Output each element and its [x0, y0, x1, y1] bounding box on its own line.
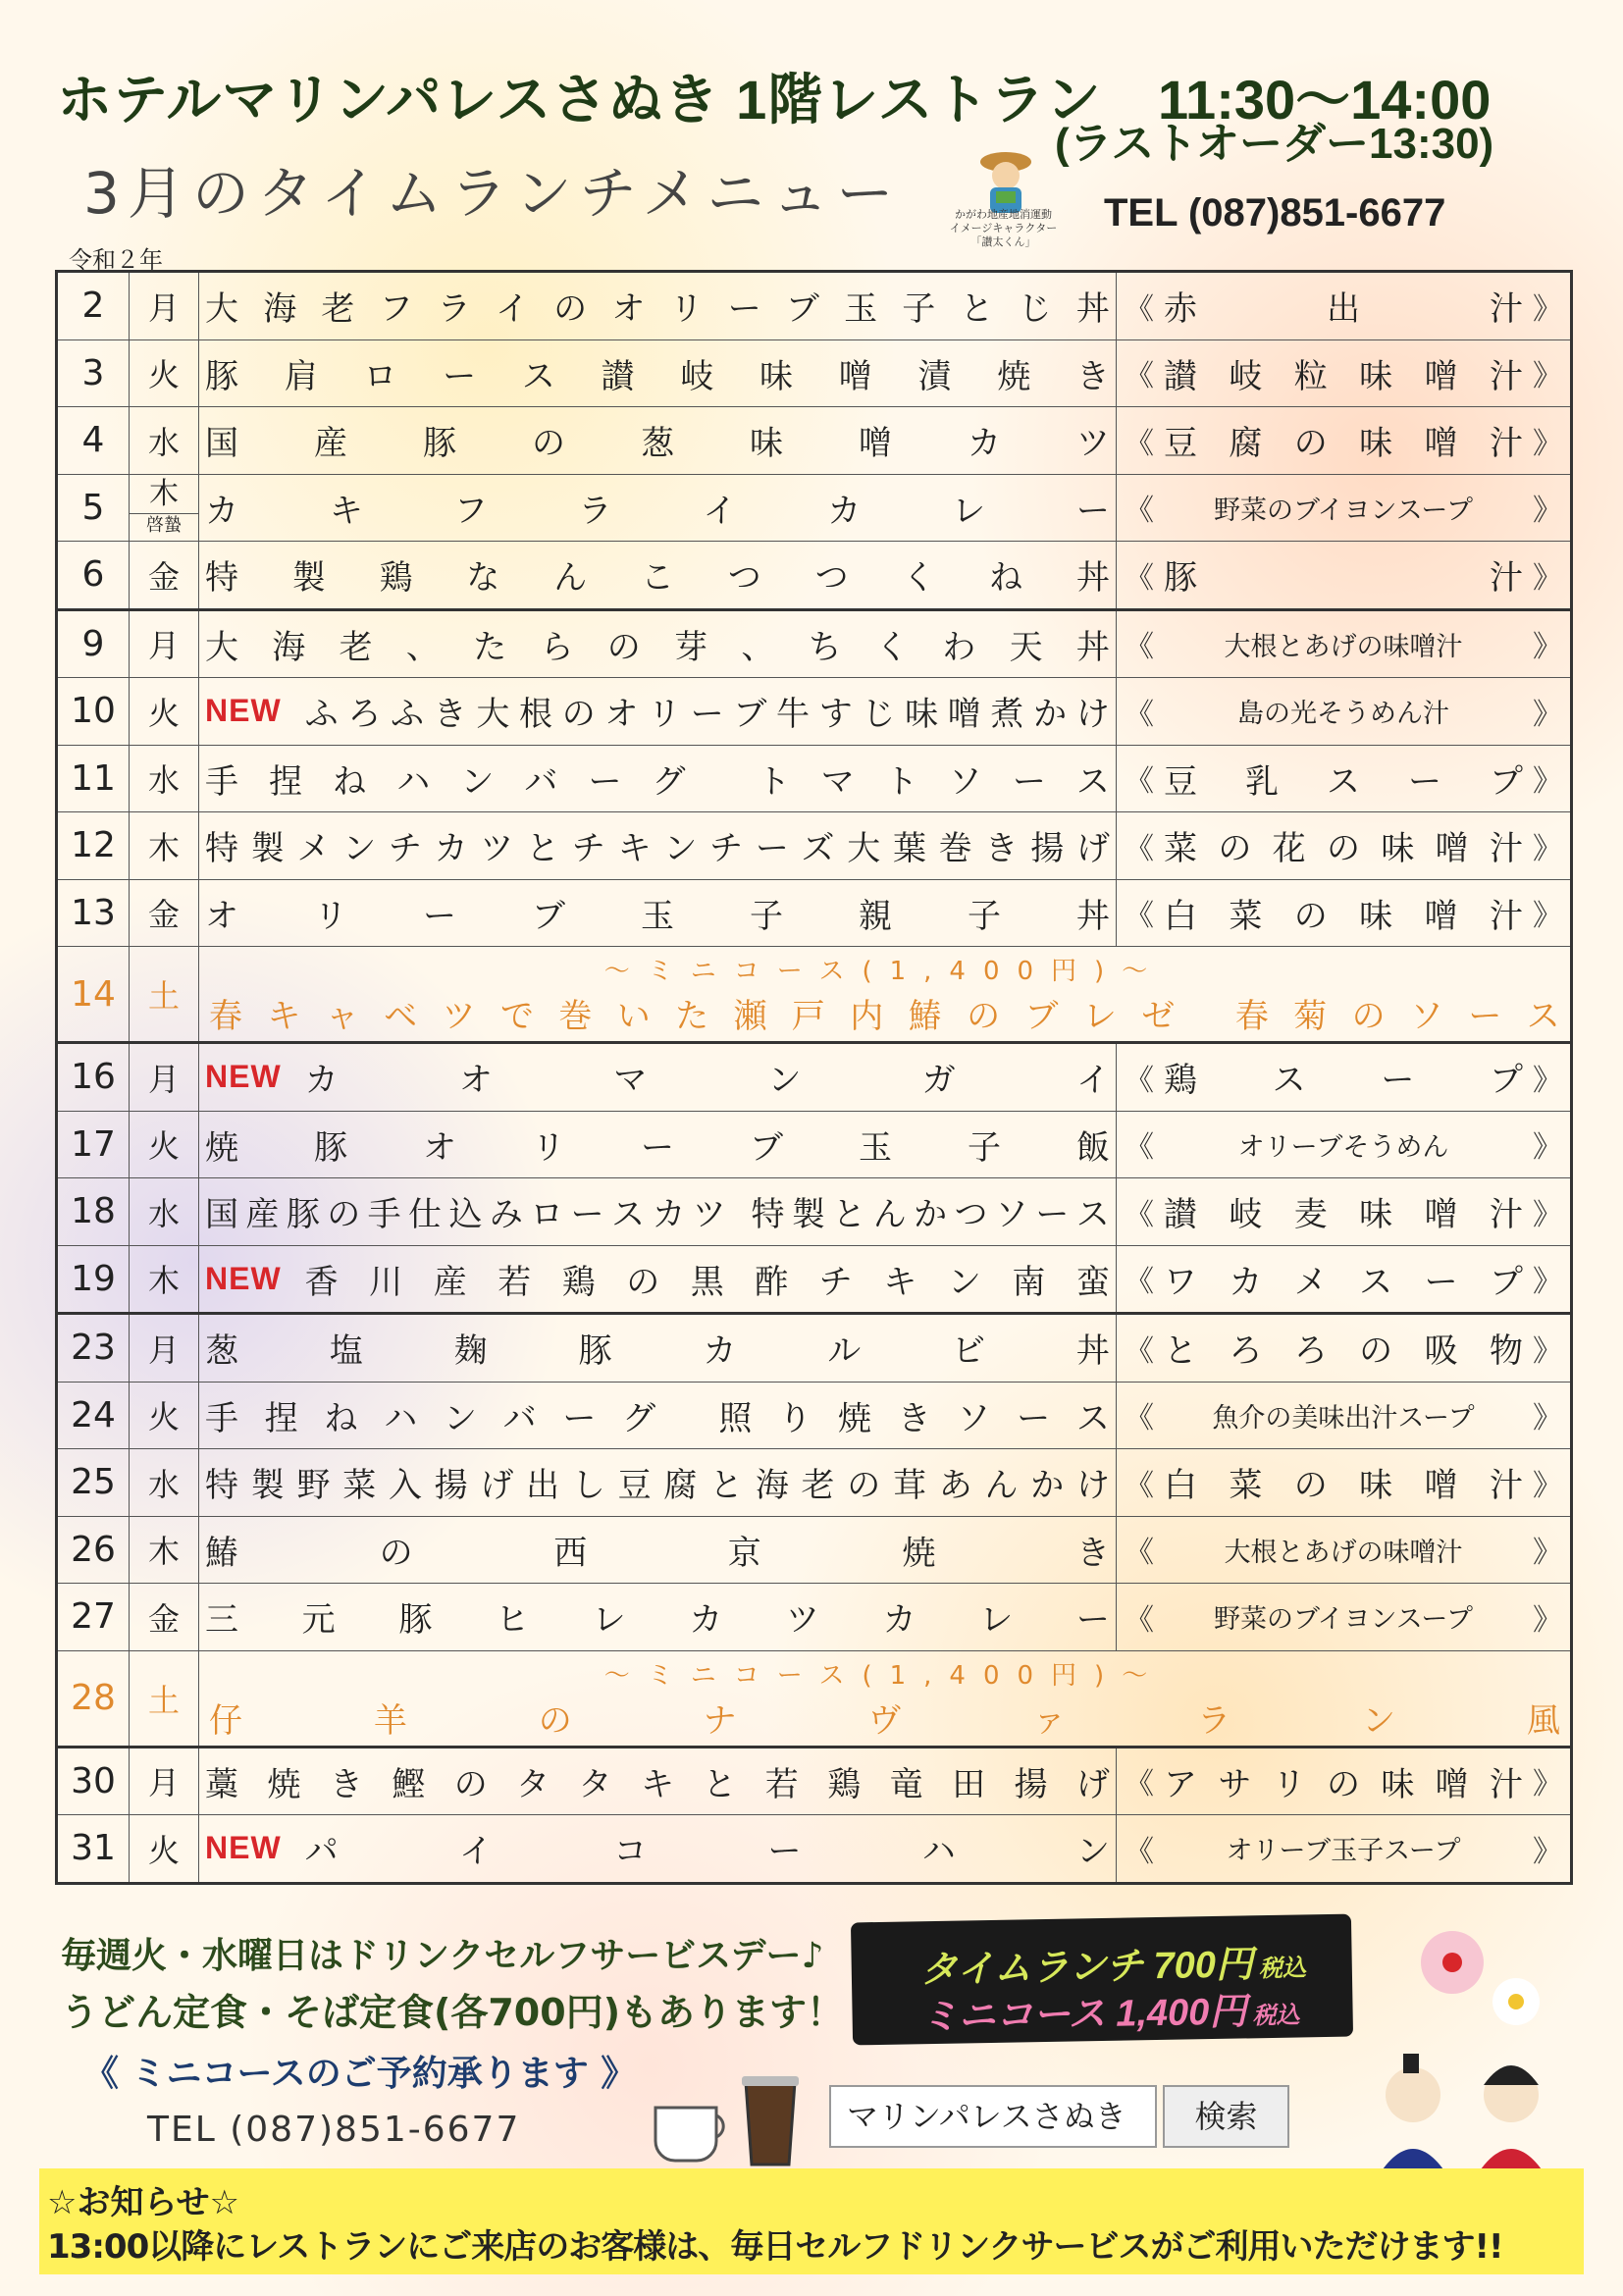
soup-cell	[1117, 1111, 1572, 1178]
bracket-open: 《	[1125, 899, 1154, 934]
solar-term-label: 啓蟄	[146, 515, 182, 537]
new-badge: NEW	[205, 1830, 282, 1866]
mascot-caption-line: 「讃太くん」	[970, 235, 1036, 248]
bracket-close: 》	[1533, 359, 1562, 394]
mini-course-label: 〜ミニコース(1,400円)〜	[603, 957, 1166, 986]
search-input[interactable]: マリンパレスさぬき	[829, 2085, 1157, 2148]
flower-decoration	[1403, 1918, 1550, 2036]
menu-row	[57, 1584, 1572, 1651]
menu-row	[57, 1516, 1572, 1584]
dish-name: ふ ろ ふ き 大 根 の オ リ ー ブ 牛 す じ 味 噌 煮 か け	[304, 695, 1110, 735]
menu-row	[57, 407, 1572, 475]
mini-course-dish: 仔 羊 の ナ ヴ ァ ラ ン 風	[209, 1700, 1560, 1741]
soup-cell	[1117, 1245, 1572, 1314]
weekday: 火	[130, 1815, 199, 1884]
bracket-close: 》	[1533, 697, 1562, 732]
menu-row	[57, 1449, 1572, 1517]
dish-name: 特 製 野 菜 入 揚 げ 出 し 豆 腐 と 海 老 の 茸 あ ん か け	[205, 1466, 1110, 1506]
mascot-caption-line: イメージキャラクター	[949, 222, 1058, 235]
dish-cell	[199, 407, 1117, 475]
hina-dolls-illustration	[1344, 2046, 1580, 2183]
dish-cell	[199, 1815, 1117, 1884]
time-lunch-price-text: タイムランチ 700円	[919, 1944, 1254, 1992]
weekday: 火	[130, 1382, 199, 1449]
menu-row	[57, 474, 1572, 542]
soup-cell	[1117, 678, 1572, 746]
soup-cell	[1117, 879, 1572, 947]
bracket-open: 《	[1125, 1536, 1154, 1571]
mini-course-reservation-note: 《 ミニコースのご予約承ります 》	[83, 2054, 637, 2094]
dish-cell	[199, 745, 1117, 812]
menu-row	[57, 609, 1572, 678]
bracket-open: 《	[1125, 831, 1154, 866]
mini-course-price-text: ミニコース 1,400円	[920, 1991, 1247, 2039]
dish-cell	[199, 1111, 1117, 1178]
day-number: 14	[57, 947, 130, 1043]
course-menu-row	[57, 947, 1572, 1043]
bracket-open: 《	[1125, 494, 1154, 529]
price-chalkboard	[851, 1914, 1353, 2046]
soup-name: 赤 出 汁	[1164, 289, 1523, 330]
weekday: 火	[130, 678, 199, 746]
soup-cell	[1117, 1584, 1572, 1651]
soup-cell	[1117, 339, 1572, 407]
mini-course-price	[920, 1979, 1300, 2040]
dish-cell	[199, 879, 1117, 947]
dish-cell	[199, 542, 1117, 610]
menu-row	[57, 1747, 1572, 1815]
weekday: 土	[130, 947, 199, 1043]
day-number: 16	[57, 1043, 130, 1112]
mini-course-cell	[199, 947, 1572, 1043]
weekday: 月	[130, 1314, 199, 1383]
day-number: 2	[57, 272, 130, 340]
bracket-open: 《	[1125, 630, 1154, 665]
bracket-close: 》	[1533, 1767, 1562, 1802]
dish-name: 豚 肩 ロ ー ス 讃 岐 味 噌 漬 焼 き	[205, 356, 1110, 396]
mascot-caption	[937, 208, 1070, 249]
bracket-close: 》	[1533, 1265, 1562, 1300]
dish-cell	[199, 1449, 1117, 1517]
bracket-open: 《	[1125, 560, 1154, 596]
bracket-open: 《	[1125, 1333, 1154, 1369]
day-number: 19	[57, 1245, 130, 1314]
dish-name: 大 海 老 フ ラ イ の オ リ ー ブ 玉 子 と じ 丼	[205, 289, 1110, 330]
soup-cell	[1117, 1449, 1572, 1517]
bracket-close: 》	[1533, 630, 1562, 665]
weekday: 月	[130, 272, 199, 340]
dish-name: 手 捏 ね ハ ン バ ー グ 照 り 焼 き ソ ー ス	[205, 1398, 1110, 1438]
dish-name: 手 捏 ね ハ ン バ ー グ ト マ ト ソ ー ス	[205, 761, 1110, 802]
day-number: 27	[57, 1584, 130, 1651]
bracket-close: 》	[1533, 1401, 1562, 1436]
menu-row	[57, 678, 1572, 746]
soup-name: 野菜のブイヨンスープ	[1213, 1604, 1474, 1636]
weekday: 月	[130, 1747, 199, 1815]
bracket-open: 《	[1125, 1265, 1154, 1300]
weekday: 火	[130, 1111, 199, 1178]
soup-name: 豆 腐 の 味 噌 汁	[1164, 424, 1523, 464]
tax-included-label: 税込	[1258, 1955, 1307, 1983]
bracket-close: 》	[1533, 1834, 1562, 1869]
bracket-close: 》	[1533, 1602, 1562, 1638]
menu-title: 3月のタイムランチメニュー	[83, 160, 902, 227]
drink-service-day-note: 毎週火・水曜日はドリンクセルフサービスデー♪	[61, 1936, 824, 1976]
mascot-caption-line: かがわ地産地消運動	[955, 208, 1052, 221]
bracket-open: 《	[1125, 1063, 1154, 1098]
bracket-open: 《	[1125, 1401, 1154, 1436]
weekday: 木	[130, 1516, 199, 1584]
weekday: 火	[130, 339, 199, 407]
new-badge: NEW	[205, 1260, 282, 1296]
udon-soba-note: うどん定食・そば定食(各700円)もあります！	[61, 1991, 845, 2034]
day-number: 13	[57, 879, 130, 947]
dish-cell	[199, 678, 1117, 746]
soup-name: 菜 の 花 の 味 噌 汁	[1164, 829, 1523, 869]
dish-cell	[199, 1314, 1117, 1383]
weekday: 水	[130, 1449, 199, 1517]
dish-name: 大 海 老 、 た ら の 芽 、 ち く わ 天 丼	[205, 627, 1110, 667]
soup-name: 讃 岐 粒 味 噌 汁	[1164, 356, 1523, 396]
dish-name: パ イ コ ー ハ ン	[304, 1832, 1110, 1872]
soup-cell	[1117, 542, 1572, 610]
day-number: 26	[57, 1516, 130, 1584]
bracket-close: 》	[1533, 291, 1562, 327]
soup-name: 野菜のブイヨンスープ	[1213, 495, 1474, 526]
day-number: 11	[57, 745, 130, 812]
dish-cell	[199, 339, 1117, 407]
bracket-open: 《	[1125, 359, 1154, 394]
dish-name: 三 元 豚 ヒ レ カ ツ カ レ ー	[205, 1600, 1110, 1641]
last-order-time: (ラストオーダー13:30)	[1055, 120, 1494, 168]
soup-name: オリーブ玉子スープ	[1226, 1836, 1461, 1867]
bracket-open: 《	[1125, 1834, 1154, 1869]
soup-name: 白 菜 の 味 噌 汁	[1164, 896, 1523, 936]
dish-name: カ キ フ ラ イ カ レ ー	[205, 491, 1110, 531]
day-number: 10	[57, 678, 130, 746]
weekday: 金	[130, 1584, 199, 1651]
soup-name: 讃 岐 麦 味 噌 汁	[1164, 1195, 1523, 1235]
dish-cell	[199, 1516, 1117, 1584]
bracket-close: 》	[1533, 426, 1562, 461]
mini-course-label: 〜ミニコース(1,400円)〜	[603, 1660, 1166, 1691]
day-number: 30	[57, 1747, 130, 1815]
soup-cell	[1117, 1815, 1572, 1884]
new-badge: NEW	[205, 693, 282, 729]
dish-name: 鰆 の 西 京 焼 き	[205, 1533, 1110, 1573]
soup-name: 大根とあげの味噌汁	[1224, 631, 1463, 662]
bracket-close: 》	[1533, 560, 1562, 596]
dish-cell	[199, 1178, 1117, 1246]
opening-hours: 11:30〜14:00	[1158, 69, 1492, 130]
dish-name: カ オ マ ン ガ イ	[304, 1061, 1110, 1101]
menu-row	[57, 879, 1572, 947]
soup-cell	[1117, 407, 1572, 475]
menu-row	[57, 272, 1572, 340]
dish-name: 香 川 産 若 鶏 の 黒 酢 チ キ ン 南 蛮	[304, 1262, 1110, 1302]
bracket-close: 》	[1533, 831, 1562, 866]
dish-name: 藁 焼 き 鰹 の タ タ キ と 若 鶏 竜 田 揚 げ	[205, 1764, 1110, 1804]
mini-course-cell	[199, 1650, 1572, 1747]
weekday: 金	[130, 879, 199, 947]
coffee-cups-illustration	[648, 2070, 814, 2168]
day-number: 31	[57, 1815, 130, 1884]
day-number: 9	[57, 609, 130, 678]
weekday-label: 木	[130, 480, 198, 514]
soup-name: ワ カ メ ス ー プ	[1164, 1262, 1523, 1302]
weekday: 金	[130, 542, 199, 610]
bracket-open: 《	[1125, 764, 1154, 800]
search-button[interactable]: 検索	[1163, 2085, 1289, 2148]
bracket-open: 《	[1125, 1130, 1154, 1166]
dish-name: 特 製 鶏 な ん こ つ つ く ね 丼	[205, 558, 1110, 599]
soup-name: 島の光そうめん汁	[1237, 699, 1449, 730]
menu-row	[57, 1314, 1572, 1383]
bracket-open: 《	[1125, 1602, 1154, 1638]
dish-cell	[199, 1382, 1117, 1449]
bracket-open: 《	[1125, 426, 1154, 461]
soup-name: オリーブそうめん	[1237, 1131, 1449, 1163]
weekday	[130, 474, 199, 542]
dish-cell	[199, 1584, 1117, 1651]
soup-name: 豆 乳 ス ー プ	[1164, 761, 1523, 802]
weekday: 水	[130, 1178, 199, 1246]
bracket-close: 》	[1533, 1130, 1562, 1166]
menu-row	[57, 1178, 1572, 1246]
dish-name: オ リ ー ブ 玉 子 親 子 丼	[205, 896, 1110, 936]
soup-cell	[1117, 1043, 1572, 1112]
day-number: 3	[57, 339, 130, 407]
soup-cell	[1117, 1516, 1572, 1584]
menu-row	[57, 812, 1572, 880]
day-number: 28	[57, 1650, 130, 1747]
weekday: 木	[130, 1245, 199, 1314]
dish-name: 葱 塩 麹 豚 カ ル ビ 丼	[205, 1331, 1110, 1372]
soup-name: 魚介の美味出汁スープ	[1212, 1402, 1475, 1434]
course-menu-row	[57, 1650, 1572, 1747]
day-number: 24	[57, 1382, 130, 1449]
mini-course-dish: 春 キ ャ ベ ツ で 巻 い た 瀬 戸 内 鰆 の ブ レ ゼ 春 菊 の ソ ー ス	[209, 997, 1560, 1036]
dish-name: 特 製 メ ン チ カ ツ と チ キ ン チ ー ズ 大 葉 巻 き 揚 げ	[205, 829, 1110, 869]
bracket-close: 》	[1533, 494, 1562, 529]
bracket-close: 》	[1533, 1197, 1562, 1232]
bracket-open: 《	[1125, 1197, 1154, 1232]
weekday: 水	[130, 407, 199, 475]
dish-name: 焼 豚 オ リ ー ブ 玉 子 飯	[205, 1127, 1110, 1168]
menu-row	[57, 1245, 1572, 1314]
bracket-open: 《	[1125, 697, 1154, 732]
menu-row	[57, 339, 1572, 407]
soup-cell	[1117, 745, 1572, 812]
soup-cell	[1117, 812, 1572, 880]
soup-name: 豚 汁	[1164, 558, 1523, 599]
menu-row	[57, 1382, 1572, 1449]
soup-name: ア サ リ の 味 噌 汁	[1164, 1764, 1523, 1804]
dish-cell	[199, 812, 1117, 880]
day-number: 23	[57, 1314, 130, 1383]
soup-cell	[1117, 1314, 1572, 1383]
dish-cell	[199, 272, 1117, 340]
weekday: 木	[130, 812, 199, 880]
dish-cell	[199, 1043, 1117, 1112]
dish-cell	[199, 609, 1117, 678]
day-number: 6	[57, 542, 130, 610]
bracket-open: 《	[1125, 1468, 1154, 1503]
bracket-close: 》	[1533, 764, 1562, 800]
soup-cell	[1117, 609, 1572, 678]
soup-cell	[1117, 474, 1572, 542]
menu-row	[57, 745, 1572, 812]
soup-name: と ろ ろ の 吸 物	[1164, 1331, 1523, 1372]
notice-text: 13:00以降にレストランにご来店のお客様は、毎日セルフドリンクサービスがご利用いただけます!!	[47, 2227, 1503, 2267]
bracket-close: 》	[1533, 1333, 1562, 1369]
menu-row	[57, 1815, 1572, 1884]
soup-name: 白 菜 の 味 噌 汁	[1164, 1466, 1523, 1506]
weekday: 水	[130, 745, 199, 812]
menu-row	[57, 1043, 1572, 1112]
day-number: 5	[57, 474, 130, 542]
soup-cell	[1117, 1382, 1572, 1449]
notice-title: ☆お知らせ☆	[47, 2183, 239, 2222]
dish-name: 国 産 豚 の 手 仕 込 み ロ ー ス カ ツ 特 製 と ん か つ ソ ー ス	[205, 1195, 1110, 1235]
day-number: 25	[57, 1449, 130, 1517]
lunch-menu-table	[55, 270, 1573, 1885]
bracket-close: 》	[1533, 1468, 1562, 1503]
header-phone: TEL (087)851-6677	[1104, 191, 1446, 235]
menu-row	[57, 1111, 1572, 1178]
day-number: 18	[57, 1178, 130, 1246]
era-label: 令和２年	[69, 246, 163, 274]
bracket-close: 》	[1533, 899, 1562, 934]
bracket-close: 》	[1533, 1536, 1562, 1571]
dish-cell	[199, 1747, 1117, 1815]
bracket-open: 《	[1125, 291, 1154, 327]
soup-name: 大根とあげの味噌汁	[1224, 1537, 1463, 1568]
weekday: 月	[130, 609, 199, 678]
tax-included-label: 税込	[1252, 2002, 1300, 2030]
weekday: 月	[130, 1043, 199, 1112]
footer-phone: TEL (087)851-6677	[147, 2110, 521, 2150]
menu-row	[57, 542, 1572, 610]
weekday: 土	[130, 1650, 199, 1747]
new-badge: NEW	[205, 1059, 282, 1095]
bracket-open: 《	[1125, 1767, 1154, 1802]
soup-name: 鶏 ス ー プ	[1164, 1061, 1523, 1101]
bracket-close: 》	[1533, 1063, 1562, 1098]
dish-cell	[199, 474, 1117, 542]
dish-name: 国 産 豚 の 葱 味 噌 カ ツ	[205, 424, 1110, 464]
soup-cell	[1117, 272, 1572, 340]
day-number: 17	[57, 1111, 130, 1178]
dish-cell	[199, 1245, 1117, 1314]
restaurant-title: ホテルマリンパレスさぬき 1階レストラン	[57, 69, 1102, 130]
day-number: 12	[57, 812, 130, 880]
day-number: 4	[57, 407, 130, 475]
soup-cell	[1117, 1747, 1572, 1815]
soup-cell	[1117, 1178, 1572, 1246]
